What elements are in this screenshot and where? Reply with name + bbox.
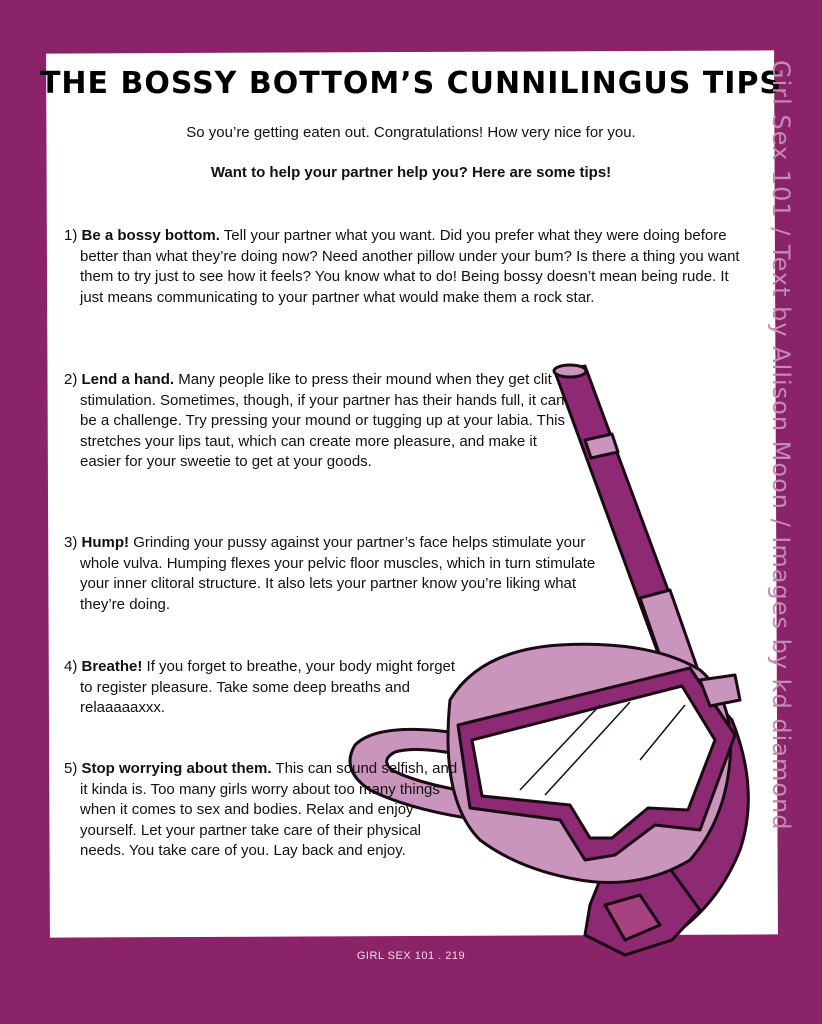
tip-5	[64, 759, 460, 862]
tip-5-body: This can sound selfish, and it kinda is. Too many girls worry about too many things when it comes to sex and bodies. Relax and enjoy yourself. Let your partner take care of their physical needs. You take care of you. Lay back and enjoy.	[80, 760, 458, 859]
tip-3-number: 3)	[64, 534, 78, 551]
tips-subheading: Want to help your partner help you? Here are some tips!	[210, 164, 612, 181]
page-footer: GIRL SEX 101 . 219	[356, 950, 466, 962]
tip-3	[64, 533, 620, 615]
tip-2-number: 2)	[64, 371, 78, 388]
tip-3-body: Grinding your pussy against your partner’s face helps stimulate your whole vulva. Humping flexes your pelvic floor muscles, which in turn stimulate your inner clitoral structure. It also lets your partner know you’re liking what they’re doing.	[80, 534, 596, 613]
tip-4-body: If you forget to breathe, your body might forget to register pleasure. Take some deep breaths and relaaaaaxxx.	[80, 658, 456, 716]
tip-5-heading: Stop worrying about them.	[81, 760, 272, 777]
tip-4-number: 4)	[64, 658, 78, 675]
tip-4	[64, 657, 470, 719]
tip-2	[64, 370, 576, 473]
tip-5-number: 5)	[64, 760, 78, 777]
page-title: THE BOSSY BOTTOM’S CUNNILINGUS TIPS	[39, 66, 783, 101]
tip-2-heading: Lend a hand.	[81, 371, 175, 388]
tip-4-heading: Breathe!	[81, 658, 143, 675]
tip-1	[64, 226, 756, 308]
tip-3-heading: Hump!	[81, 534, 130, 551]
side-credit: Girl Sex 101 / Text by Allison Moon / Images by kd diamond	[767, 60, 795, 831]
tip-2-body: Many people like to press their mound when they get clit stimulation. Sometimes, though, if your partner has their hands full, it can be a challenge. Try pressing your mound or tugging up at your labia. This stretches your lips taut, which can create more pleasure, and make it easier for your sweetie to get at your goods.	[80, 371, 566, 470]
tip-1-number: 1)	[64, 227, 78, 244]
tip-1-heading: Be a bossy bottom.	[81, 227, 220, 244]
tip-1-body: Tell your partner what you want. Did you prefer what they were doing before better than what they’re doing now? Need another pillow under your bum? Is there a thing you want them to try just to see how it feels? You know what to do! Being bossy doesn’t mean being rude. It just means communicating to your partner what would make them a rock star.	[80, 227, 740, 306]
intro-text: So you’re getting eaten out. Congratulations! How very nice for you.	[186, 124, 636, 141]
